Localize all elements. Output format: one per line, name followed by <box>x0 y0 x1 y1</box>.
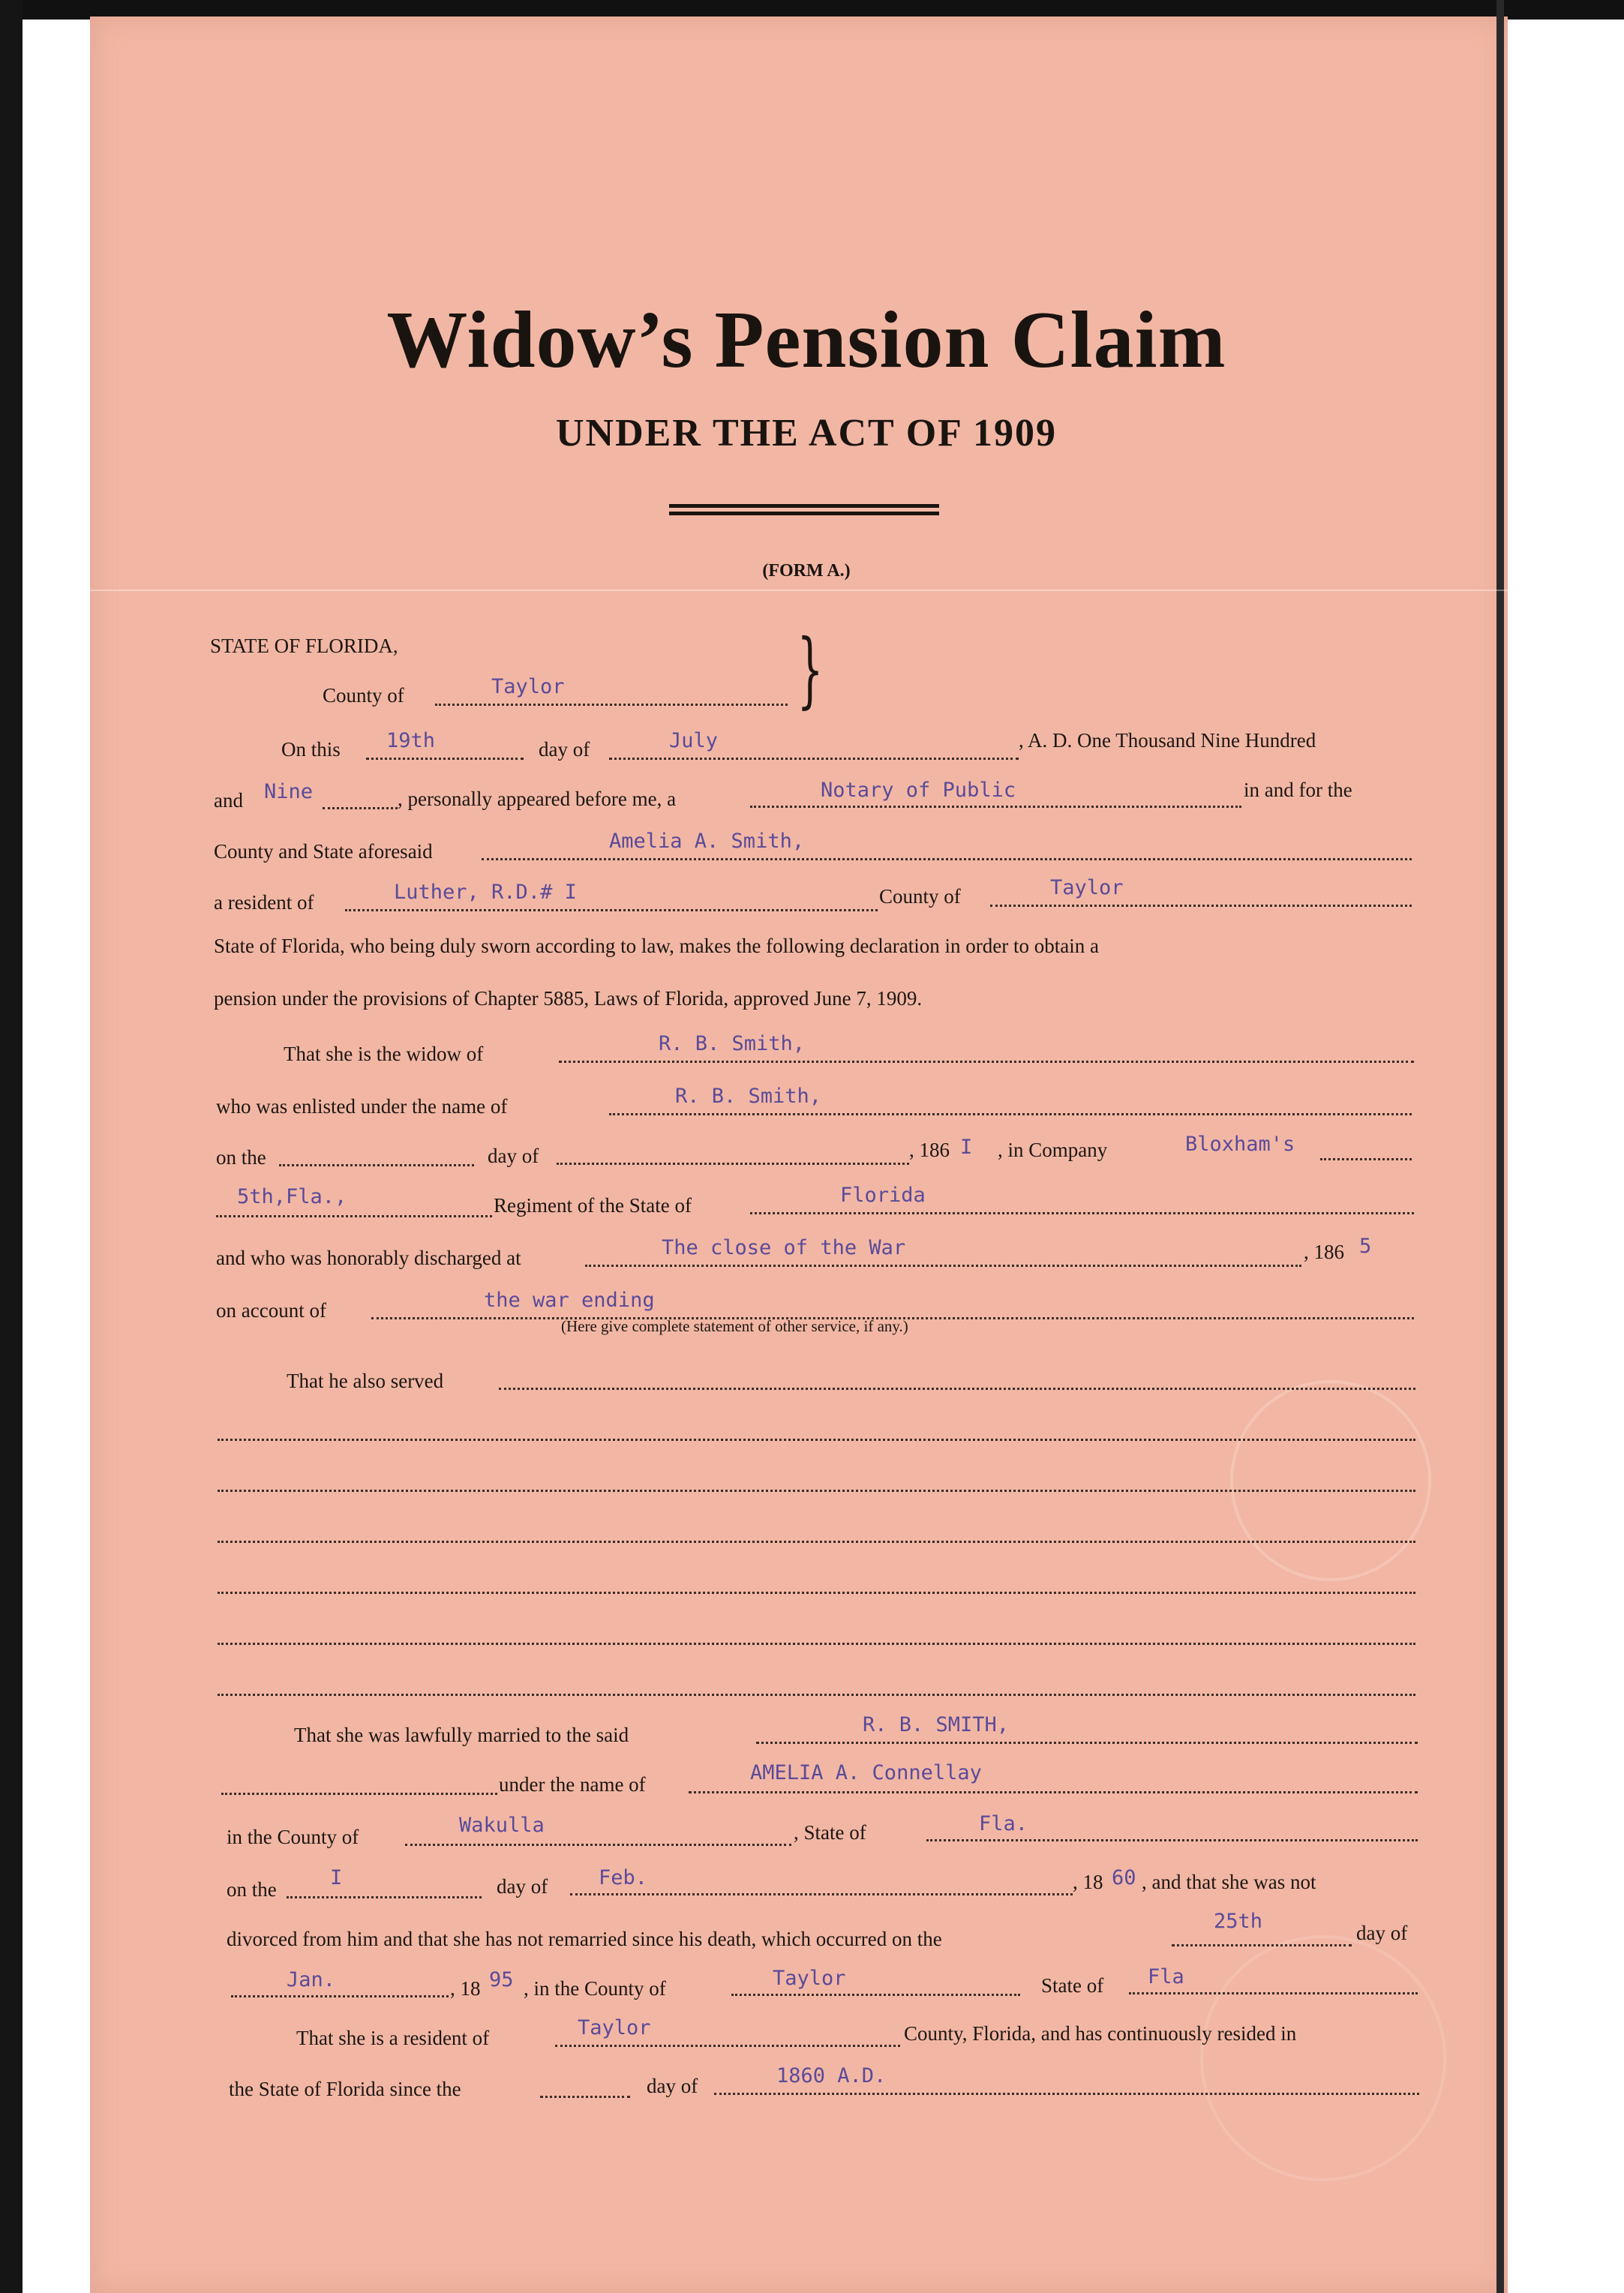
p3-state-of-b: State of <box>1041 1974 1104 1997</box>
form-label: (FORM A.) <box>762 561 851 581</box>
p3-not-divorced: , and that she was not <box>1142 1871 1316 1893</box>
brace-glyph: } <box>797 621 824 717</box>
p4-since-value: 1860 A.D. <box>776 2064 887 2087</box>
p3-mar-day-value: I <box>330 1866 343 1889</box>
p3-maiden-value: AMELIA A. Connellay <box>750 1761 982 1784</box>
title-rule-top <box>669 504 939 508</box>
p2-dots-enlisted <box>609 1113 1412 1115</box>
p3-death-month-value: Jan. <box>287 1968 336 1991</box>
p3-18: , 18 <box>1073 1871 1103 1893</box>
p1-dots-residence <box>345 909 878 911</box>
p3-dots-mar-state <box>926 1839 1418 1841</box>
p2-note: (Here give complete statement of other service, if any.) <box>561 1317 908 1335</box>
p2-discharge-value: The close of the War <box>662 1236 906 1259</box>
p1-and: and <box>214 789 243 812</box>
p4-dots-since <box>714 2093 1419 2095</box>
p1-res-county-value: Taylor <box>1050 876 1124 899</box>
p1-month-value: July <box>669 729 719 752</box>
p4-county-florida: County, Florida, and has continuously resided in <box>904 2022 1297 2045</box>
p3-on-the: on the <box>227 1878 277 1901</box>
p2-dots-regiment <box>216 1215 492 1217</box>
p3-mar-month-value: Feb. <box>599 1866 648 1889</box>
p1-resident-of: a resident of <box>214 891 314 914</box>
p2-dots-served-3 <box>218 1490 1415 1492</box>
state-line: STATE OF FLORIDA, <box>210 635 398 657</box>
p2-discharge-year-value: 5 <box>1359 1235 1372 1258</box>
p2-dots-enlist-month <box>557 1163 909 1165</box>
p1-residence-value: Luther, R.D.# I <box>394 881 577 904</box>
p2-enlisted-value: R. B. Smith, <box>675 1085 822 1108</box>
scan-left-border <box>0 0 23 2293</box>
p3-in-county-of: in the County of <box>227 1826 359 1848</box>
p1-dots-claimant <box>482 858 1412 860</box>
county-prefix: County of <box>323 684 404 707</box>
title-rule-bottom <box>669 512 939 515</box>
p2-day-of: day of <box>488 1145 539 1167</box>
form-title: Widow’s Pension Claim <box>386 296 1226 385</box>
embossed-seal <box>1230 1380 1431 1581</box>
p4-since-the: the State of Florida since the <box>229 2078 461 2100</box>
p3-day-of: day of <box>497 1875 548 1898</box>
p4-day-of: day of <box>647 2075 698 2097</box>
p2-dots-served-7 <box>218 1694 1415 1696</box>
p4-resident-of: That she is a resident of <box>296 2027 490 2049</box>
p3-dots-mar-day <box>287 1896 482 1898</box>
p1-county-state: County and State aforesaid <box>214 840 433 863</box>
p2-dots-served-2 <box>218 1439 1415 1441</box>
p3-married-to-value: R. B. SMITH, <box>863 1713 1010 1736</box>
county-dots <box>435 704 788 706</box>
p2-dots-husband <box>559 1061 1414 1063</box>
p3-dots-mar-month <box>570 1893 1073 1895</box>
p2-widow-of: That she is the widow of <box>284 1043 484 1065</box>
county-value: Taylor <box>491 675 565 698</box>
p2-dots-served-5 <box>218 1592 1415 1594</box>
p3-state-of: , State of <box>794 1821 866 1844</box>
p1-on-this: On this <box>281 738 341 761</box>
p2-enlist-year-value: I <box>960 1136 973 1159</box>
p3-divorced-text: divorced from him and that she has not remarried since his death, which occurred on the <box>227 1928 942 1950</box>
p2-on-account-of: on account of <box>216 1299 326 1322</box>
p2-reason-value: the war ending <box>484 1289 655 1312</box>
p3-dots-death-county <box>731 1994 1020 1996</box>
p3-mar-county-value: Wakulla <box>459 1814 545 1837</box>
p1-dots-day <box>366 758 524 760</box>
p1-ad-text: , A. D. One Thousand Nine Hundred <box>1019 729 1316 752</box>
p2-regiment-value: 5th,Fla., <box>237 1185 347 1208</box>
p3-dots-death-state <box>1129 1992 1418 1994</box>
p1-officer-value: Notary of Public <box>821 779 1016 802</box>
p2-on-the: on the <box>216 1146 266 1169</box>
p3-dots-married-to <box>756 1742 1418 1744</box>
p2-dots-served-1 <box>499 1388 1415 1390</box>
p3-dots-mar-county <box>405 1844 791 1846</box>
p1-dots-officer <box>750 806 1241 808</box>
p1-dots-year <box>323 807 398 809</box>
p3-day-of-b: day of <box>1356 1922 1408 1944</box>
p1-declaration: State of Florida, who being duly sworn according to law, makes the following declaration in order to obtain a <box>214 935 1099 957</box>
p4-dots-res-county <box>555 2045 900 2047</box>
p2-also-served: That he also served <box>287 1370 444 1392</box>
p4-dots-since-day <box>540 2096 630 2098</box>
p1-dots-month <box>609 758 1019 760</box>
p2-dots-enlist-day <box>279 1164 474 1166</box>
p2-regiment-of-state: Regiment of the State of <box>494 1194 692 1217</box>
p3-death-county-value: Taylor <box>773 1967 846 1990</box>
p2-company-value: Bloxham's <box>1185 1133 1295 1156</box>
p3-18b: , 18 <box>450 1977 481 2000</box>
p3-married-to: That she was lawfully married to the said <box>294 1724 629 1746</box>
p2-dots-reg-state <box>750 1212 1414 1214</box>
p2-discharged-at: and who was honorably discharged at <box>216 1247 521 1269</box>
p3-mar-year-value: 60 <box>1112 1866 1136 1889</box>
p2-husband-value: R. B. Smith, <box>659 1032 806 1055</box>
p3-dots-maiden <box>689 1791 1418 1793</box>
p2-186b: , 186 <box>1304 1241 1344 1263</box>
form-subtitle: UNDER THE ACT OF 1909 <box>555 412 1058 455</box>
p1-claimant-value: Amelia A. Smith, <box>609 830 805 853</box>
p1-day-of: day of <box>539 738 590 761</box>
p2-dots-discharge <box>585 1265 1301 1267</box>
p3-dots-death-day <box>1172 1944 1352 1946</box>
p3-mar-state-value: Fla. <box>979 1812 1028 1835</box>
p2-reg-state-value: Florida <box>840 1184 926 1207</box>
p4-res-county-value: Taylor <box>578 2016 651 2039</box>
p2-in-company: , in Company <box>998 1139 1108 1161</box>
p1-in-and-for: in and for the <box>1244 779 1352 801</box>
p2-dots-served-4 <box>218 1541 1415 1543</box>
p2-dots-served-6 <box>218 1643 1415 1645</box>
embossed-seal-faint <box>1200 1935 1446 2181</box>
p1-dots-res-county <box>990 905 1412 907</box>
paper-fold-line <box>90 590 1508 591</box>
p3-death-year-value: 95 <box>489 1968 514 1991</box>
p1-year-value: Nine <box>264 780 314 803</box>
p1-provisions: pension under the provisions of Chapter 5885, Laws of Florida, approved June 7, 1909. <box>214 987 923 1010</box>
p3-death-state-value: Fla <box>1148 1965 1184 1988</box>
p3-in-county-of-b: , in the County of <box>524 1977 666 2000</box>
p3-under-name: under the name of <box>499 1773 646 1796</box>
p2-enlisted-under: who was enlisted under the name of <box>216 1095 508 1118</box>
p3-dots-death-month <box>231 1995 449 1997</box>
p2-dots-company <box>1320 1158 1412 1160</box>
p1-day-value: 19th <box>386 729 436 752</box>
p1-appeared: , personally appeared before me, a <box>398 788 677 810</box>
p3-death-day-value: 25th <box>1214 1910 1263 1933</box>
p1-county-of: County of <box>879 885 961 908</box>
p2-186: , 186 <box>909 1139 950 1161</box>
p3-dots-maiden-lead <box>221 1793 497 1795</box>
